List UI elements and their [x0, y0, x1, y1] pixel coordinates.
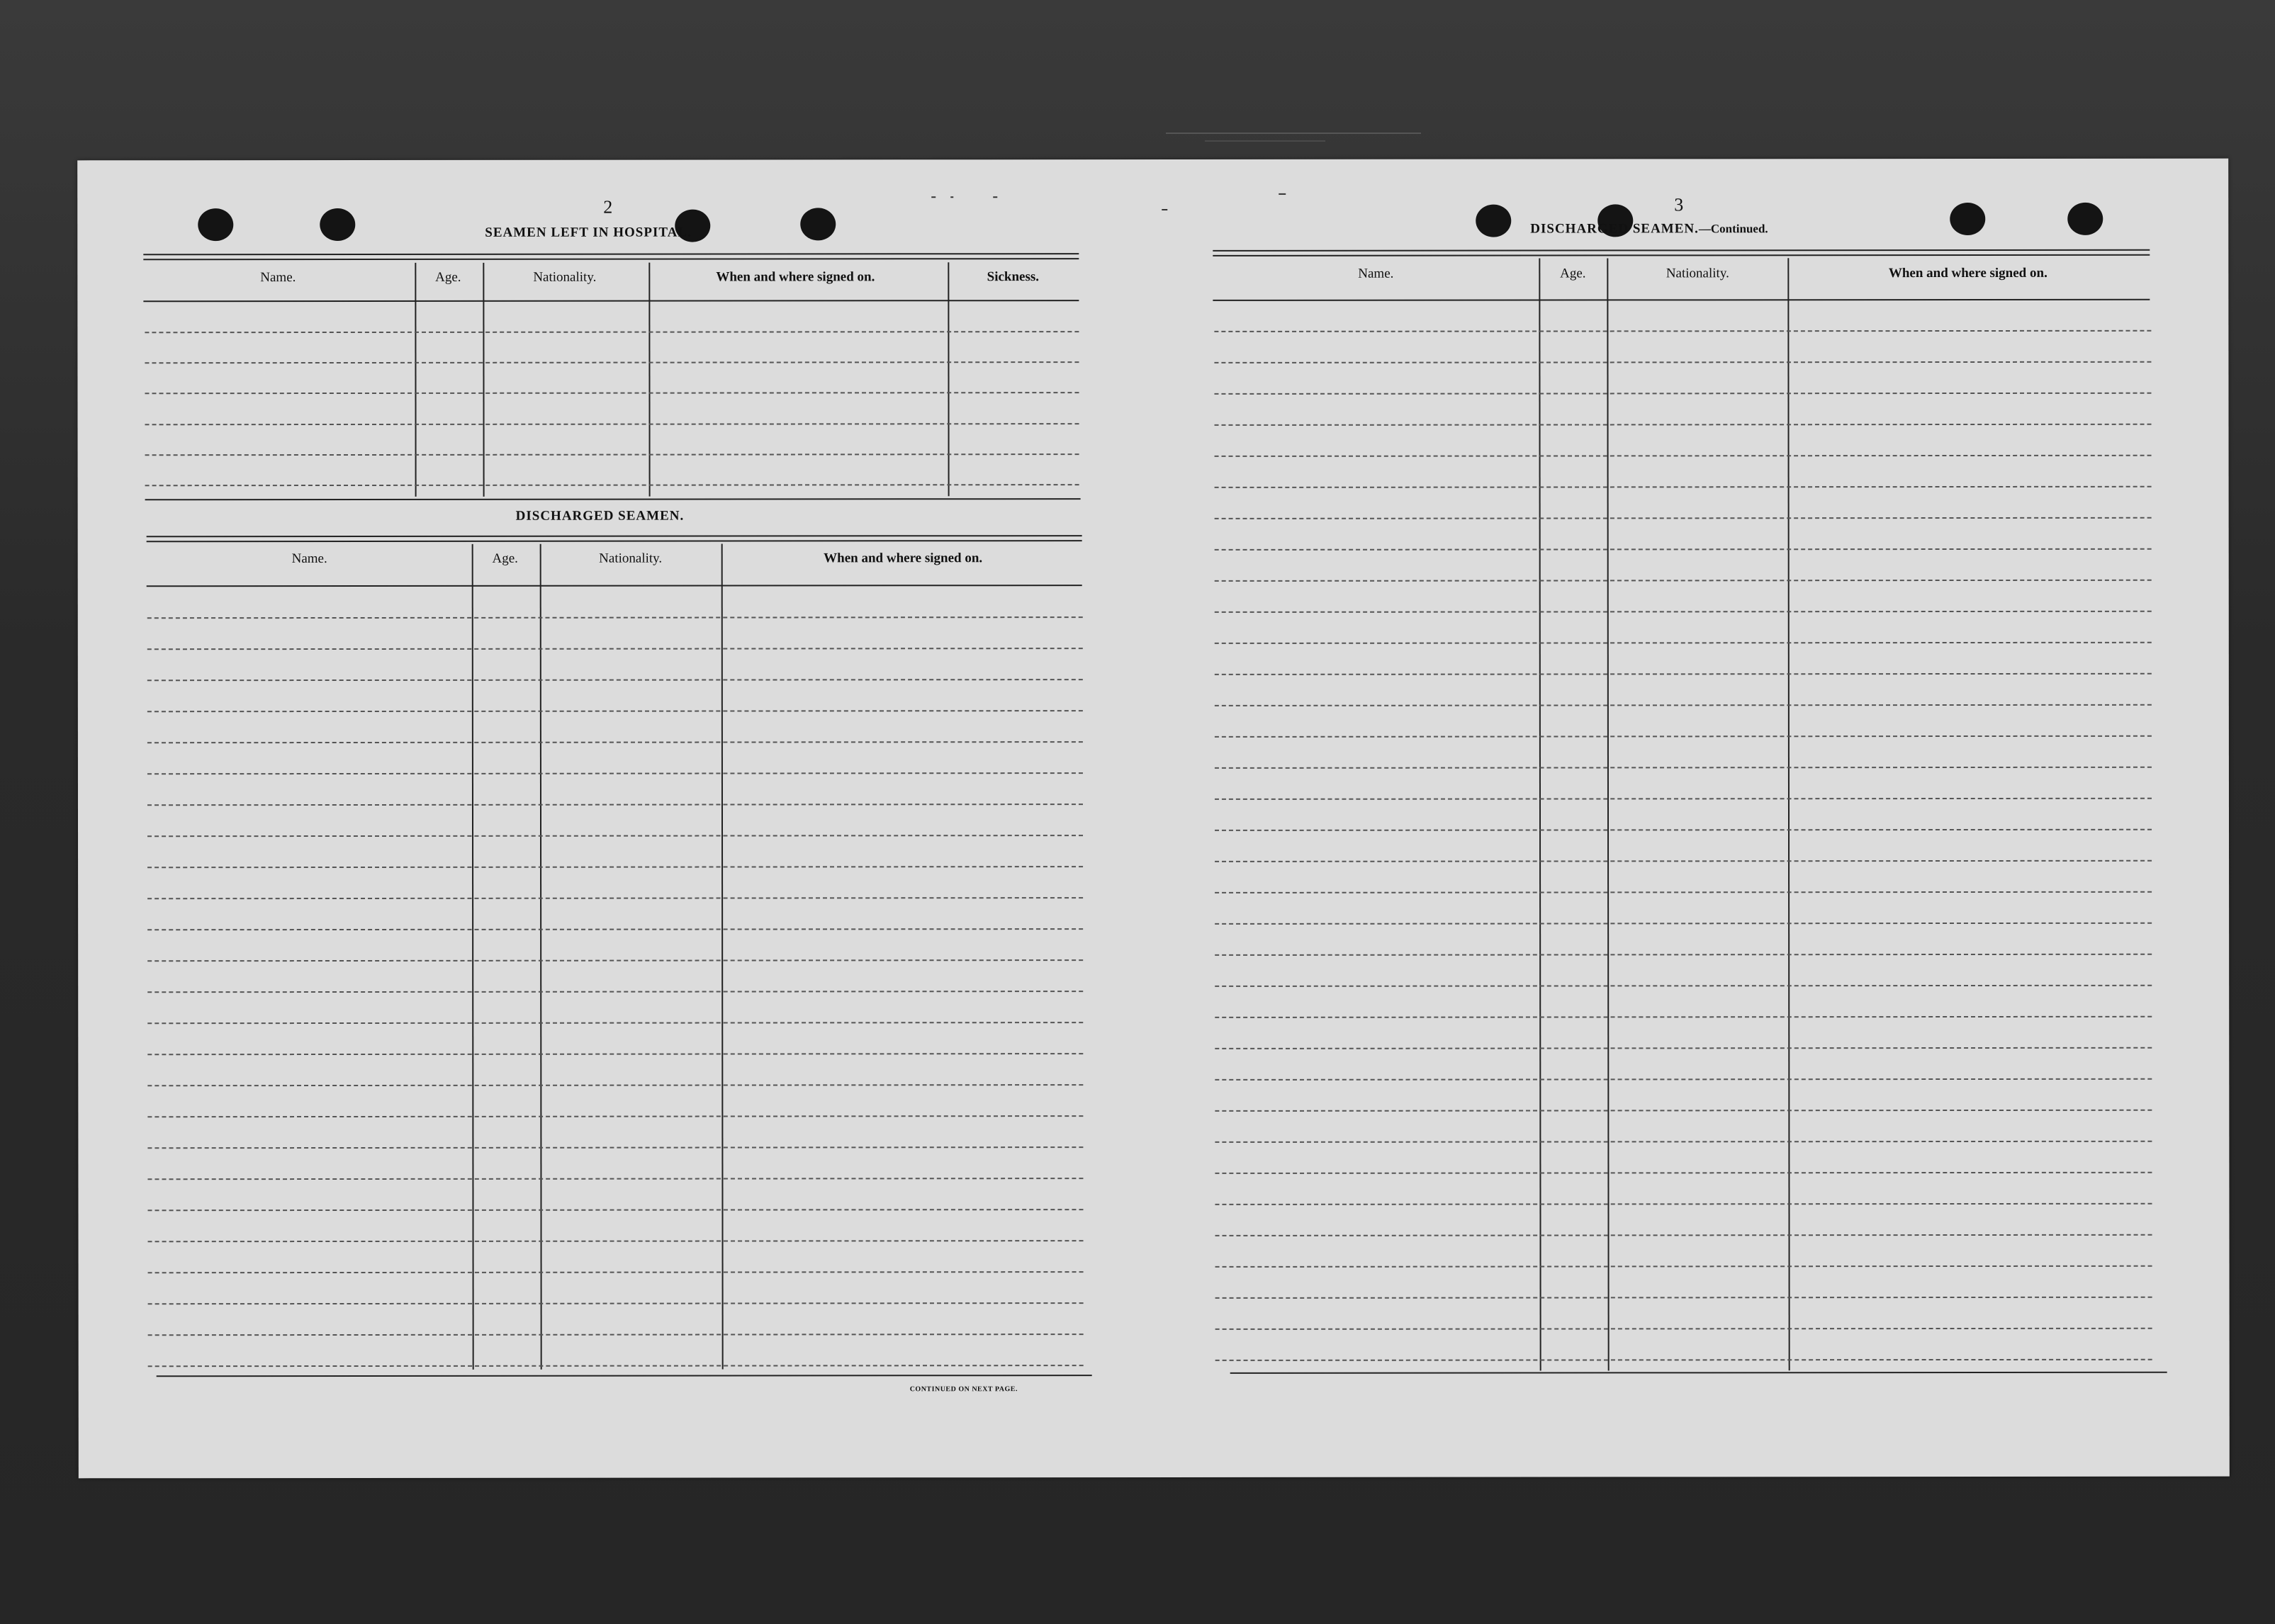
scan-mark	[993, 196, 997, 198]
column-header-signed-on: When and where signed on.	[1888, 265, 2048, 281]
column-header-name: Name.	[291, 551, 327, 567]
entry-line	[147, 1146, 1083, 1149]
column-header-nationality: Nationality.	[1665, 266, 1729, 281]
binder-hole	[320, 208, 355, 241]
binder-hole	[1950, 203, 1985, 235]
entry-line	[1215, 1016, 2152, 1018]
entry-line	[147, 1209, 1083, 1211]
entry-line	[1215, 735, 2152, 738]
entry-line	[145, 484, 1079, 486]
entry-line	[148, 1365, 1084, 1367]
entry-line	[1214, 330, 2151, 332]
scan-mark	[1162, 209, 1167, 210]
entry-line	[147, 991, 1083, 993]
entry-line	[1215, 673, 2152, 675]
discharged-section-title: DISCHARGED SEAMEN.	[515, 508, 685, 524]
hospital-bottom-rule	[145, 498, 1081, 500]
discharged-bottom-rule	[157, 1375, 1092, 1377]
column-divider	[472, 544, 474, 1370]
column-divider	[483, 263, 484, 497]
entry-line	[147, 835, 1083, 837]
binder-hole	[1476, 205, 1511, 237]
entry-line	[1215, 798, 2152, 800]
page-number: 2	[603, 196, 613, 218]
entry-line	[147, 1178, 1083, 1180]
entry-line	[1215, 985, 2152, 987]
column-divider	[540, 544, 542, 1370]
scan-mark	[931, 196, 936, 198]
column-divider	[721, 544, 724, 1370]
column-header-age: Age.	[1560, 266, 1586, 281]
column-header-name: Name.	[260, 270, 296, 286]
entry-line	[148, 1240, 1084, 1242]
entry-line	[1215, 1141, 2152, 1143]
entry-line	[147, 897, 1083, 899]
binder-hole	[2067, 203, 2103, 235]
entry-line	[1215, 486, 2152, 488]
hospital-section-title: SEAMEN LEFT IN HOSPITAL.	[485, 225, 692, 240]
column-header-name: Name.	[1358, 266, 1394, 281]
scan-mark	[1279, 193, 1286, 195]
column-header-signed-on: When and where signed on.	[824, 551, 983, 566]
entry-line	[147, 1084, 1083, 1086]
discharged-top-rule	[147, 535, 1082, 542]
entry-line	[1215, 580, 2152, 582]
entry-line	[145, 453, 1079, 456]
entry-line	[1215, 1265, 2152, 1268]
entry-line	[1215, 611, 2152, 613]
column-header-sickness: Sickness.	[987, 269, 1040, 285]
entry-line	[1215, 860, 2152, 862]
entry-line	[1215, 424, 2152, 426]
entry-line	[147, 772, 1083, 774]
entry-line	[145, 361, 1079, 363]
column-header-age: Age.	[492, 551, 518, 566]
title-main: DISCHARGED SEAMEN.	[1530, 221, 1699, 237]
right-header-rule	[1213, 299, 2150, 301]
discharged-header-rule	[147, 585, 1082, 587]
entry-line	[1215, 642, 2152, 644]
entry-line	[145, 423, 1079, 425]
entry-line	[147, 866, 1083, 868]
entry-line	[147, 803, 1083, 806]
entry-line	[147, 710, 1083, 712]
column-divider	[415, 263, 416, 497]
entry-line	[1215, 1234, 2152, 1236]
entry-line	[147, 1022, 1083, 1024]
entry-line	[1215, 1047, 2152, 1049]
title-suffix: —Continued.	[1698, 222, 1768, 236]
entry-line	[148, 1271, 1084, 1273]
entry-line	[1214, 361, 2151, 363]
entry-line	[147, 928, 1083, 930]
page-number: 3	[1674, 194, 1684, 215]
entry-line	[1215, 767, 2152, 769]
entry-line	[147, 741, 1083, 743]
scan-mark	[950, 196, 953, 198]
entry-line	[1215, 1297, 2152, 1299]
entry-line	[147, 679, 1083, 681]
entry-line	[1214, 393, 2151, 395]
scan-mark	[1166, 132, 1421, 134]
continued-note: CONTINUED ON NEXT PAGE.	[909, 1385, 1018, 1394]
column-header-age: Age.	[435, 269, 461, 285]
hospital-header-rule	[143, 300, 1079, 302]
column-header-nationality: Nationality.	[599, 551, 663, 566]
entry-line	[1215, 923, 2152, 925]
entry-line	[1215, 1203, 2152, 1205]
entry-line	[147, 1115, 1083, 1117]
entry-line	[1215, 954, 2152, 956]
entry-line	[1215, 517, 2152, 519]
entry-line	[145, 392, 1079, 394]
entry-line	[147, 648, 1083, 650]
right-top-rule	[1213, 249, 2150, 256]
scan-mark	[1205, 140, 1325, 142]
binder-hole	[198, 208, 233, 241]
entry-line	[148, 1333, 1084, 1336]
hospital-top-rule	[143, 253, 1079, 260]
ledger-sheet	[77, 159, 2230, 1479]
column-header-nationality: Nationality.	[533, 269, 597, 285]
entry-line	[1215, 548, 2152, 551]
entry-line	[1215, 1110, 2152, 1112]
entry-line	[1215, 1359, 2152, 1361]
entry-line	[148, 1302, 1084, 1304]
entry-line	[145, 331, 1079, 333]
entry-line	[1215, 1172, 2152, 1174]
column-divider	[648, 263, 650, 497]
entry-line	[1215, 1328, 2152, 1330]
entry-line	[1215, 829, 2152, 831]
entry-line	[147, 616, 1083, 619]
column-header-signed-on: When and where signed on.	[716, 269, 875, 285]
entry-line	[147, 959, 1083, 962]
entry-line	[147, 1053, 1083, 1055]
entry-line	[1215, 455, 2152, 457]
discharged-continued-title	[1530, 221, 1768, 237]
entry-line	[1215, 704, 2152, 706]
right-bottom-rule	[1230, 1372, 2167, 1374]
binder-hole	[800, 208, 836, 240]
entry-line	[1215, 891, 2152, 893]
column-divider	[948, 262, 949, 496]
entry-line	[1215, 1078, 2152, 1081]
